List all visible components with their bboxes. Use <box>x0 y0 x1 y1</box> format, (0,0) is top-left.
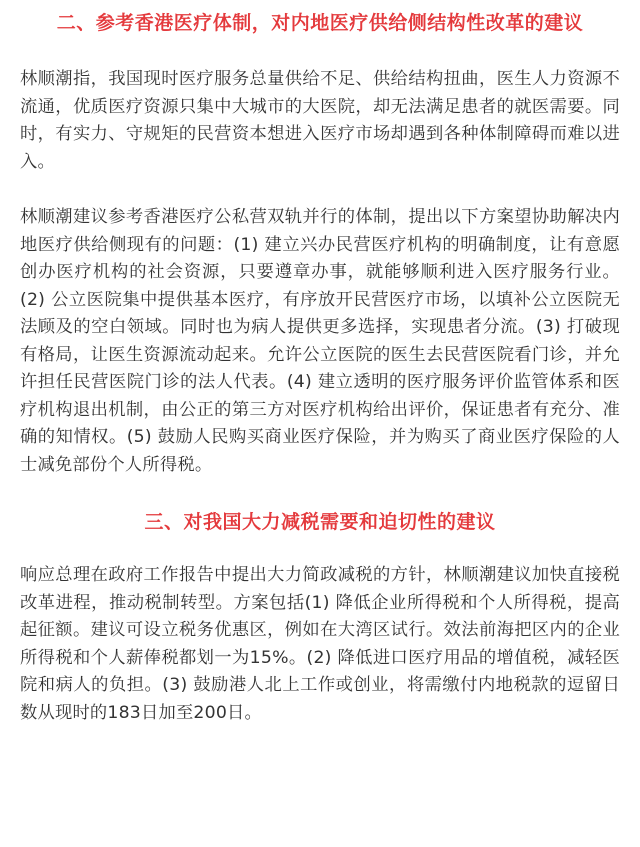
section-2-paragraph-1: 林顺潮指，我国现时医疗服务总量供给不足、供给结构扭曲，医生人力资源不流通，优质医疗资源只集中大城市的大医院，却无法满足患者的就医需要。同时，有实力、守规矩的民营资本想进入医疗市场却遇到各种体制障碍而难以进入。 <box>20 69 620 172</box>
section-3-heading: 三、对我国大力减税需要和迫切性的建议 <box>144 511 496 533</box>
section-3-paragraph-1: 响应总理在政府工作报告中提出大力简政减税的方针，林顺潮建议加快直接税改革进程，推动税制转型。方案包括(1) 降低企业所得税和个人所得税，提高起征额。建议可设立税务优惠区，例如在大湾区试行。效法前海把区内的企业所得税和个人薪俸税都划一为15%。(2) 降低进口医疗用品的增值税，减轻医院和病人的负担。(3) 鼓励港人北上工作或创业，将需缴付内地税款的逗留日数从现时的183日加至200日。 <box>20 565 620 723</box>
section-2-heading: 二、参考香港医疗体制，对内地医疗供给侧结构性改革的建议 <box>56 12 584 34</box>
section-2-paragraph-2: 林顺潮建议参考香港医疗公私营双轨并行的体制，提出以下方案望协助解决内地医疗供给侧现有的问题：(1) 建立兴办民营医疗机构的明确制度，让有意愿创办医疗机构的社会资源，只要遵章办事，就能够顺利进入医疗服务行业。(2) 公立医院集中提供基本医疗，有序放开民营医疗市场，以填补公立医院无法顾及的空白领域。同时也为病人提供更多选择，实现患者分流。(3) 打破现有格局，让医生资源流动起来。允许公立医院的医生去民营医院看门诊，并允许担任民营医院门诊的法人代表。(4) 建立透明的医疗服务评价监管体系和医疗机构退出机制，由公正的第三方对医疗机构给出评价，保证患者有充分、准确的知情权。(5) 鼓励人民购买商业医疗保险，并为购买了商业医疗保险的人士减免部份个人所得税。 <box>20 207 620 475</box>
